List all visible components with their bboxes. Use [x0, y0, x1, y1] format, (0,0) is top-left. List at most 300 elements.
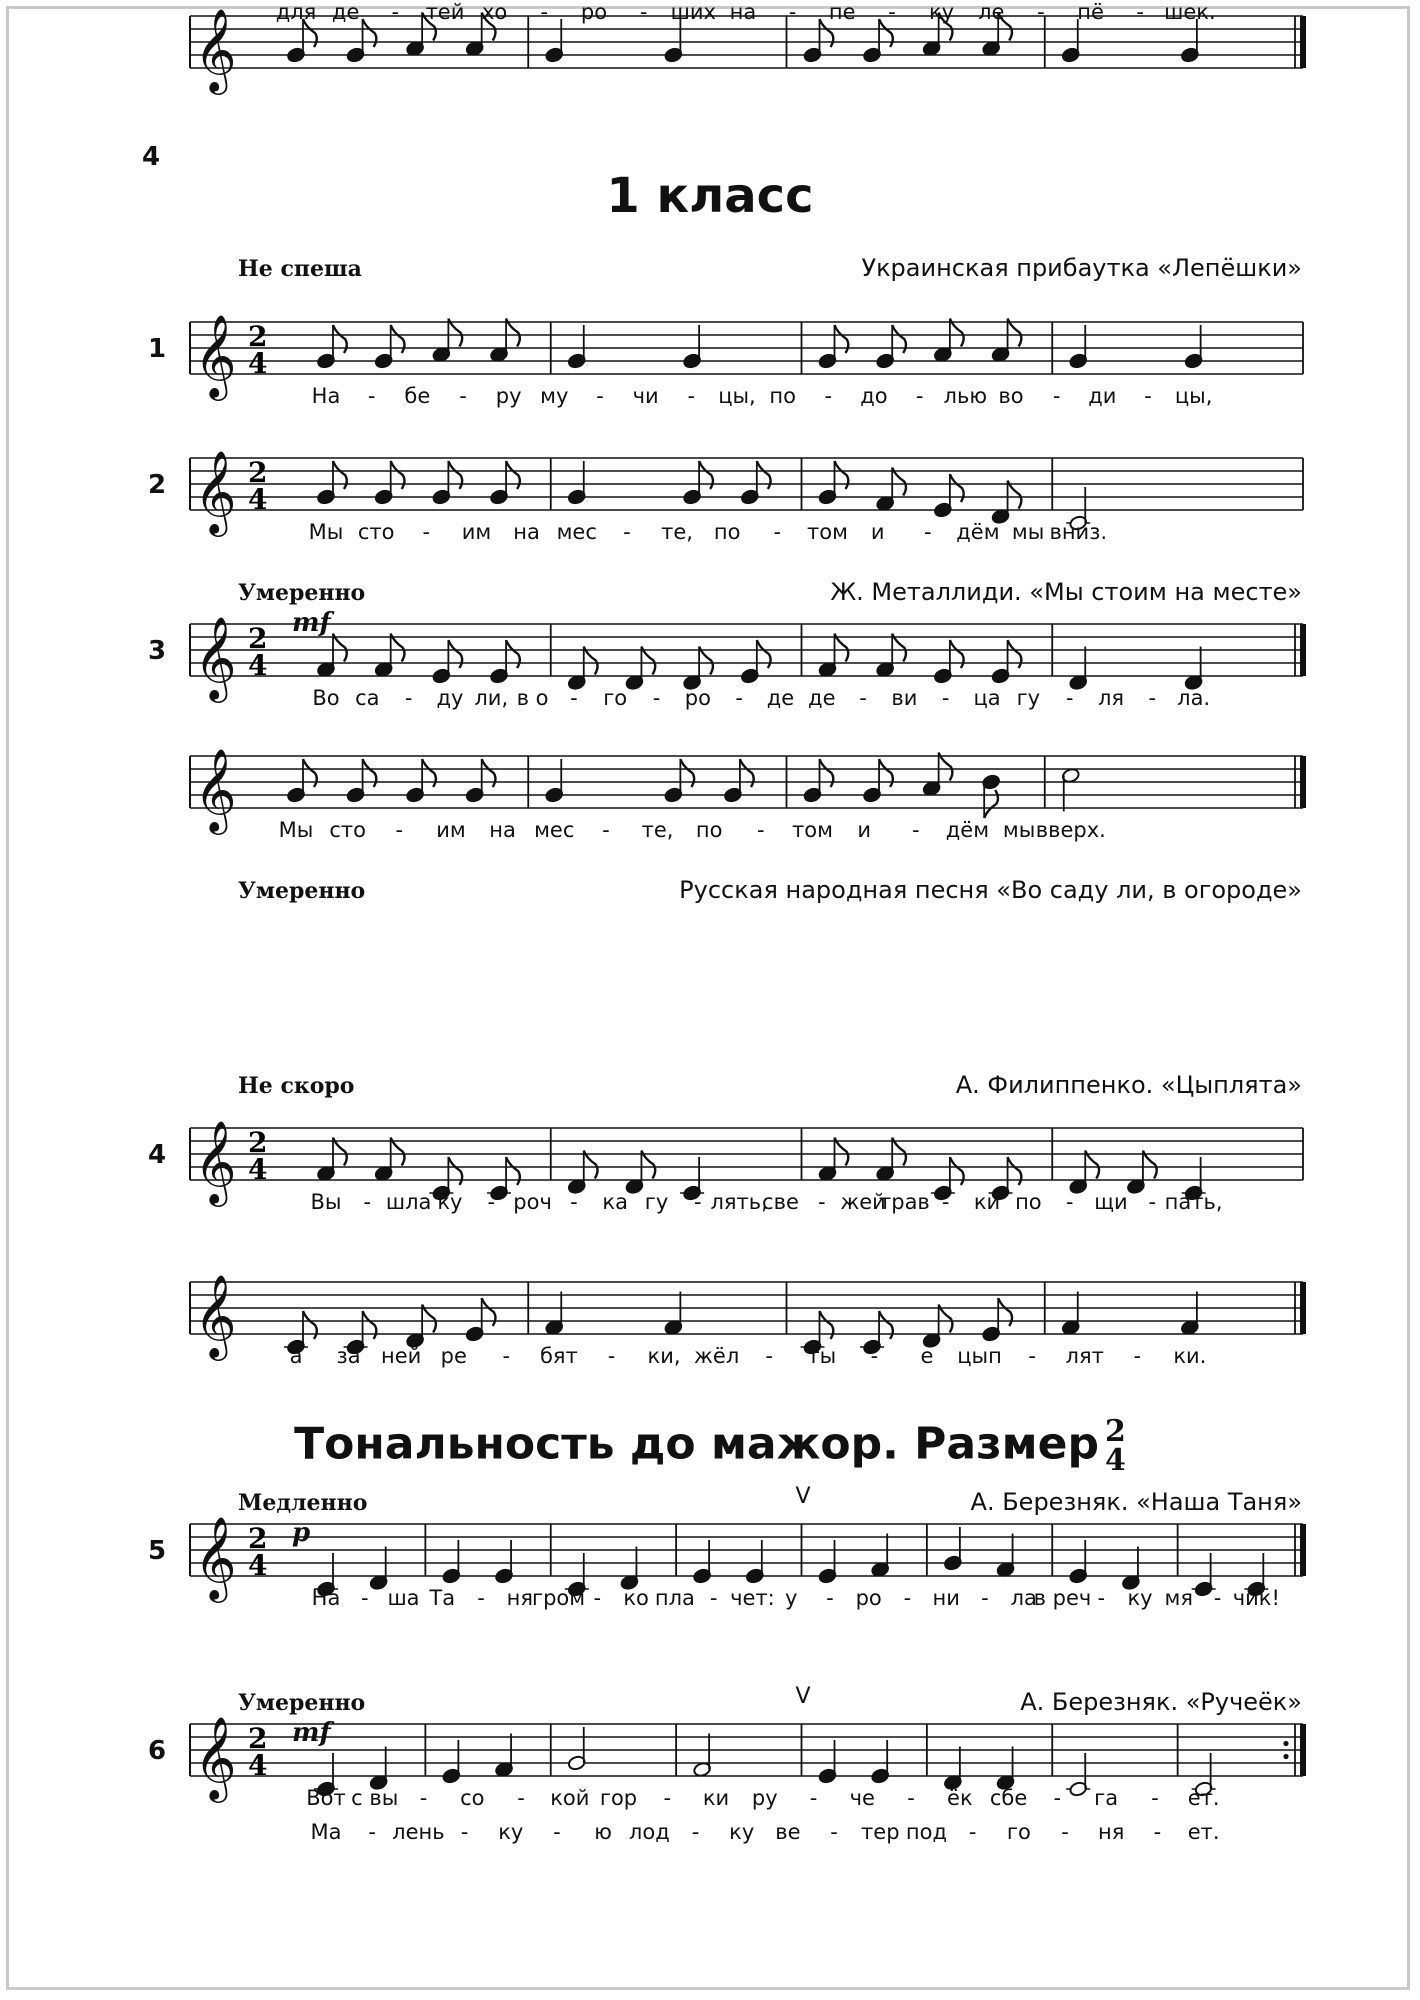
note: [1069, 1540, 1088, 1584]
lyric-hyphen: -: [607, 1344, 616, 1368]
lyric-syllable: чик!: [1232, 1586, 1280, 1610]
lyric-syllable: дём: [956, 520, 1000, 544]
lyric-hyphen: -: [460, 1820, 469, 1844]
final-barline: [1300, 1282, 1306, 1334]
final-barline: [1300, 16, 1306, 68]
lyric-hyphen: -: [639, 0, 648, 24]
lyric-syllable: щи: [1094, 1190, 1128, 1214]
time-signature-bottom: 4: [248, 1549, 268, 1582]
lyric-hyphen: -: [765, 1344, 774, 1368]
note: [723, 759, 753, 803]
lyric-syllable: ка: [602, 1190, 628, 1214]
lyric-syllable: ет.: [1187, 1786, 1220, 1810]
tempo-marking: Не скоро: [238, 1073, 355, 1099]
lyric-syllable: ро: [580, 0, 608, 24]
lyric-hyphen: -: [553, 1820, 561, 1844]
lyric-syllable: де: [331, 0, 360, 24]
lyric-hyphen: -: [1213, 1586, 1222, 1610]
lyric-syllable: со: [460, 1786, 485, 1810]
lyric-syllable: по: [769, 384, 796, 408]
lyric-syllable: ду: [436, 686, 464, 710]
lyric-hyphen: -: [1148, 1190, 1157, 1214]
lyric-syllable: на: [489, 818, 516, 842]
note-flag: [482, 1298, 496, 1326]
lyric-syllable: цы,: [1174, 384, 1213, 408]
note: [369, 1747, 388, 1791]
lyric-hyphen: -: [391, 0, 400, 24]
note: [818, 1540, 837, 1584]
note: [1061, 1292, 1080, 1336]
note: [863, 759, 893, 803]
lyric-hyphen: -: [826, 1586, 834, 1610]
note: [863, 19, 893, 63]
note: [818, 1740, 837, 1784]
note: [374, 1138, 404, 1182]
note: [1184, 325, 1203, 369]
lyric-hyphen: -: [360, 1586, 369, 1610]
lyric-hyphen: -: [1144, 384, 1152, 408]
time-signature-top: 2: [248, 1522, 268, 1555]
lyric-hyphen: -: [773, 520, 782, 544]
lyric-syllable: де: [766, 686, 795, 710]
lyric-hyphen: -: [912, 818, 920, 842]
lyric-syllable: том: [792, 818, 833, 842]
lyric-syllable: го: [603, 686, 628, 710]
lyric-syllable: мы: [1011, 520, 1045, 544]
lyric-syllable: сто: [357, 520, 395, 544]
note: [683, 647, 713, 691]
lyric-hyphen: -: [907, 1786, 915, 1810]
lyric-hyphen: -: [824, 384, 833, 408]
lyric-syllable: чет:: [730, 1586, 775, 1610]
lyric-syllable: шла: [385, 1190, 432, 1214]
lyric-hyphen: -: [422, 520, 431, 544]
note: [996, 1534, 1015, 1578]
note: [374, 634, 404, 678]
lyric-syllable: ро: [684, 686, 711, 710]
dynamic-marking: mf: [292, 1718, 331, 1748]
note: [693, 1734, 712, 1778]
lyric-hyphen: -: [570, 1190, 578, 1214]
lyric-syllable: вниз.: [1049, 520, 1108, 544]
note: [567, 1727, 586, 1771]
section-title: [0, 1414, 1420, 1478]
lyric-syllable: чи: [632, 384, 659, 408]
note: [369, 1547, 388, 1591]
lyric-hyphen: -: [459, 384, 467, 408]
lyric-syllable: Мы: [278, 818, 314, 842]
lyric-hyphen: -: [419, 1786, 428, 1810]
time-signature-top: 2: [248, 622, 268, 655]
lyric-syllable: им: [436, 818, 466, 842]
lyric-syllable: ку: [437, 1190, 463, 1214]
lyric-syllable: ки: [973, 1190, 1001, 1214]
lyric-hyphen: -: [404, 686, 413, 710]
section-meter: 2 4: [1104, 1414, 1126, 1478]
lyric-syllable: лят: [1065, 1344, 1104, 1368]
note: [818, 325, 848, 369]
lyric-syllable: е: [920, 1344, 934, 1368]
lyric-hyphen: -: [368, 1820, 376, 1844]
note: [1066, 1753, 1090, 1797]
lyric-syllable: им: [461, 520, 492, 544]
lyric-syllable: ю: [594, 1820, 612, 1844]
note: [495, 1540, 514, 1584]
note: [406, 1305, 436, 1349]
note: [818, 1138, 848, 1182]
note: [818, 634, 848, 678]
lyric-hyphen: -: [1097, 1586, 1106, 1610]
note: [991, 319, 1021, 363]
note: [1069, 647, 1088, 691]
note-flag: [506, 1157, 520, 1185]
lyric-syllable: гром: [532, 1586, 586, 1610]
lyric-hyphen: -: [596, 384, 604, 408]
lyric-hyphen: -: [623, 520, 631, 544]
note: [567, 461, 586, 505]
note: [876, 468, 906, 512]
lyric-syllable: ет.: [1187, 1820, 1220, 1844]
note: [1069, 325, 1088, 369]
tempo-marking: Не спеша: [238, 256, 362, 282]
repeat-dot: [1283, 1754, 1288, 1759]
tempo-marking: Умеренно: [238, 580, 366, 606]
lyric-hyphen: -: [981, 1586, 989, 1610]
lyric-syllable: бе: [404, 384, 431, 408]
lyric-syllable: цы,: [718, 384, 756, 408]
lyric-syllable: у: [784, 1586, 798, 1610]
lyric-syllable: пла: [654, 1586, 695, 1610]
note: [495, 1734, 514, 1778]
lyric-hyphen: -: [817, 1190, 826, 1214]
lyric-syllable: ля: [1097, 686, 1125, 710]
lyric-syllable: за: [336, 1344, 361, 1368]
note-flag: [820, 1311, 834, 1339]
note: [876, 325, 906, 369]
note-flag: [998, 1298, 1012, 1326]
note: [567, 647, 597, 691]
note: [1069, 1151, 1099, 1195]
lyric-syllable: жёл: [694, 1344, 740, 1368]
lyric-syllable: ты: [807, 1344, 837, 1368]
note: [740, 640, 770, 684]
note: [545, 759, 564, 803]
lyric-syllable: до: [860, 384, 888, 408]
lyric-syllable: пё: [1077, 0, 1104, 24]
note: [406, 759, 436, 803]
treble-clef-icon: 𝄞: [194, 615, 237, 699]
lyric-syllable: ки: [702, 1786, 730, 1810]
lyric-syllable: ле: [978, 0, 1005, 24]
note: [876, 1138, 906, 1182]
lyric-hyphen: -: [870, 1344, 879, 1368]
page-title: 1 класс: [606, 168, 814, 224]
treble-clef-icon: 𝄞: [194, 1119, 237, 1203]
lyric-syllable: в о: [516, 686, 549, 710]
note: [490, 640, 520, 684]
note: [1061, 19, 1080, 63]
treble-clef-icon: 𝄞: [194, 1515, 237, 1599]
lyric-syllable: ре: [440, 1344, 467, 1368]
final-barline: [1300, 1724, 1306, 1776]
lyric-hyphen: -: [1153, 1820, 1162, 1844]
dynamic-marking: mf: [292, 608, 331, 638]
lyric-syllable: го: [1006, 1820, 1031, 1844]
lyric-syllable: ру: [495, 384, 522, 408]
note: [922, 753, 952, 797]
lyric-syllable: кой: [550, 1786, 590, 1810]
note: [465, 1298, 495, 1342]
note: [374, 325, 404, 369]
song-credit: Ж. Металлиди. «Мы стоим на месте»: [830, 578, 1302, 606]
lyric-syllable: дём: [945, 818, 990, 842]
lyric-syllable: по: [695, 818, 723, 842]
lyric-syllable: вверх.: [1035, 818, 1106, 842]
note: [1184, 647, 1203, 691]
note: [991, 640, 1021, 684]
lyric-syllable: лень: [392, 1820, 445, 1844]
note-flag: [363, 1311, 377, 1339]
lyric-hyphen: -: [1028, 1344, 1036, 1368]
lyric-syllable: са: [355, 686, 380, 710]
note-flag: [1008, 1157, 1022, 1185]
note: [545, 19, 564, 63]
lyric-syllable: шек.: [1164, 0, 1216, 24]
lyric-syllable: на: [729, 0, 757, 24]
lyric-syllable: гор: [599, 1786, 638, 1810]
lyric-hyphen: -: [915, 384, 924, 408]
lyric-hyphen: -: [1065, 1190, 1074, 1214]
lyric-syllable: во: [998, 384, 1024, 408]
note: [567, 1151, 597, 1195]
note: [316, 461, 346, 505]
lyric-hyphen: -: [709, 1586, 718, 1610]
lyric-hyphen: -: [757, 818, 765, 842]
lyric-syllable: тей: [425, 0, 465, 24]
lyric-syllable: ла: [1010, 1586, 1037, 1610]
note: [545, 1292, 564, 1336]
lyric-syllable: ша: [387, 1586, 420, 1610]
lyric-hyphen: -: [1151, 1786, 1159, 1810]
lyric-hyphen: -: [395, 818, 404, 842]
lyric-hyphen: -: [540, 0, 549, 24]
lyric-syllable: пать,: [1164, 1190, 1223, 1214]
note: [933, 474, 963, 518]
lyric-syllable: ки,: [647, 1344, 681, 1368]
lyric-hyphen: -: [363, 1190, 372, 1214]
note: [803, 19, 833, 63]
note: [664, 1292, 683, 1336]
lyric-syllable: мес: [556, 520, 597, 544]
lyric-hyphen: -: [1052, 384, 1061, 408]
note: [693, 1540, 712, 1584]
lyric-syllable: трав: [879, 1190, 930, 1214]
tempo-marking: Умеренно: [238, 878, 366, 904]
lyric-syllable: ня: [506, 1586, 533, 1610]
lyric-syllable: для: [275, 0, 317, 24]
note: [346, 759, 376, 803]
lyric-hyphen: -: [968, 1820, 977, 1844]
lyric-hyphen: -: [593, 1586, 602, 1610]
lyric-syllable: ро: [855, 1586, 882, 1610]
note: [683, 461, 713, 505]
song-credit: Русская народная песня «Во саду ли, в огороде»: [679, 876, 1302, 904]
lyric-hyphen: -: [517, 1786, 525, 1810]
lyric-syllable: ёк: [947, 1786, 973, 1810]
lyric-syllable: ку: [498, 1820, 524, 1844]
lyric-hyphen: -: [888, 0, 896, 24]
lyric-syllable: сто: [329, 818, 366, 842]
lyric-syllable: цып: [957, 1344, 1002, 1368]
breath-mark: V: [795, 1484, 811, 1509]
lyric-hyphen: -: [1148, 686, 1157, 710]
lyric-syllable: На: [311, 1586, 341, 1610]
lyric-syllable: ни: [932, 1586, 960, 1610]
time-signature-bottom: 4: [248, 649, 268, 682]
note: [803, 759, 833, 803]
note: [996, 1747, 1015, 1791]
tempo-marking: Медленно: [238, 1490, 368, 1516]
lyric-hyphen: -: [694, 1190, 702, 1214]
lyric-syllable: На: [311, 384, 341, 408]
note: [465, 759, 495, 803]
note: [943, 1747, 962, 1791]
note: [943, 1527, 962, 1571]
lyric-syllable: ку: [1127, 1586, 1153, 1610]
lyric-syllable: Та: [429, 1586, 456, 1610]
lyric-syllable: те,: [661, 520, 693, 544]
lyric-syllable: ви: [891, 686, 918, 710]
lyric-syllable: Во: [312, 686, 340, 710]
section-title-text: Тональность до мажор. Размер: [294, 1418, 1099, 1470]
note: [1180, 1292, 1199, 1336]
time-signature-top: 2: [248, 1722, 268, 1755]
note: [442, 1740, 461, 1784]
exercise-number: 2: [148, 470, 167, 500]
note: [876, 634, 906, 678]
lyric-syllable: по: [713, 520, 741, 544]
lyric-syllable: ру: [751, 1786, 778, 1810]
treble-clef-icon: 𝄞: [194, 1715, 237, 1799]
note: [1192, 1553, 1216, 1597]
lyric-syllable: Ма: [310, 1820, 342, 1844]
lyric-syllable: роч: [513, 1190, 552, 1214]
note: [683, 325, 702, 369]
lyric-syllable: гу: [644, 1190, 669, 1214]
lyric-syllable: в реч: [1033, 1586, 1092, 1610]
time-signature-bottom: 4: [248, 1749, 268, 1782]
lyric-hyphen: -: [941, 1190, 950, 1214]
lyric-hyphen: -: [502, 1344, 511, 1368]
lyric-syllable: тер: [861, 1820, 900, 1844]
note: [286, 759, 316, 803]
lyric-syllable: и: [857, 818, 871, 842]
lyric-syllable: лью: [943, 384, 988, 408]
song-credit: А. Березняк. «Наша Таня»: [970, 1488, 1302, 1516]
lyric-syllable: сбе: [989, 1786, 1028, 1810]
lyric-syllable: под: [905, 1820, 948, 1844]
lyric-hyphen: -: [1053, 1786, 1062, 1810]
note: [745, 1540, 764, 1584]
lyric-syllable: лять,: [710, 1190, 768, 1214]
lyric-syllable: хо: [481, 0, 508, 24]
lyric-syllable: бят: [539, 1344, 578, 1368]
final-barline: [1300, 756, 1306, 808]
note: [432, 319, 462, 363]
note: [490, 461, 520, 505]
lyric-hyphen: -: [903, 1586, 912, 1610]
lyric-hyphen: -: [1133, 1344, 1142, 1368]
lyric-syllable: а: [289, 1344, 303, 1368]
lyric-syllable: ня: [1098, 1820, 1125, 1844]
lyric-syllable: на: [513, 520, 540, 544]
lyric-syllable: Вы: [310, 1190, 342, 1214]
note: [740, 461, 770, 505]
lyric-syllable: ли,: [474, 686, 509, 710]
lyric-hyphen: -: [941, 686, 950, 710]
lyric-syllable: и: [870, 520, 885, 544]
lyric-syllable: ве: [775, 1820, 801, 1844]
lyric-hyphen: -: [687, 384, 696, 408]
lyric-hyphen: -: [1037, 0, 1045, 24]
treble-clef-icon: 𝄞: [194, 449, 237, 533]
time-signature-bottom: 4: [248, 483, 268, 516]
lyric-syllable: лод: [628, 1820, 670, 1844]
note: [432, 461, 462, 505]
lyric-syllable: де: [808, 686, 836, 710]
note-flag: [950, 1157, 964, 1185]
lyric-syllable: че: [849, 1786, 875, 1810]
note: [567, 325, 586, 369]
note: [871, 1740, 890, 1784]
lyric-syllable: ней: [381, 1344, 422, 1368]
lyric-hyphen: -: [788, 0, 797, 24]
repeat-dot: [1283, 1741, 1288, 1746]
lyric-hyphen: -: [830, 1820, 838, 1844]
note: [316, 634, 346, 678]
lyric-syllable: гу: [1016, 686, 1041, 710]
lyric-syllable: те,: [641, 818, 674, 842]
treble-clef-icon: 𝄞: [194, 1273, 237, 1357]
lyric-syllable: му: [540, 384, 569, 408]
lyric-syllable: мес: [534, 818, 575, 842]
lyric-hyphen: -: [924, 520, 932, 544]
lyric-syllable: мя: [1164, 1586, 1194, 1610]
note: [620, 1547, 639, 1591]
lyric-syllable: с вы: [351, 1786, 399, 1810]
lyric-syllable: по: [1015, 1190, 1042, 1214]
note: [625, 647, 655, 691]
note: [1126, 1151, 1156, 1195]
lyric-hyphen: -: [691, 1820, 700, 1844]
note: [664, 759, 694, 803]
lyric-hyphen: -: [809, 1786, 818, 1810]
exercise-number: 1: [148, 334, 167, 364]
final-barline: [1300, 624, 1306, 676]
lyric-syllable: све: [762, 1190, 799, 1214]
note: [933, 640, 963, 684]
page-number: 4: [142, 142, 161, 172]
note: [316, 325, 346, 369]
lyric-hyphen: -: [602, 818, 610, 842]
lyric-hyphen: -: [1136, 0, 1144, 24]
note-flag: [879, 1311, 893, 1339]
song-credit: А. Березняк. «Ручеёк»: [1020, 1688, 1302, 1716]
lyric-hyphen: -: [367, 384, 376, 408]
lyric-hyphen: -: [652, 686, 661, 710]
exercise-number: 5: [148, 1536, 167, 1566]
lyric-syllable: пе: [828, 0, 856, 24]
